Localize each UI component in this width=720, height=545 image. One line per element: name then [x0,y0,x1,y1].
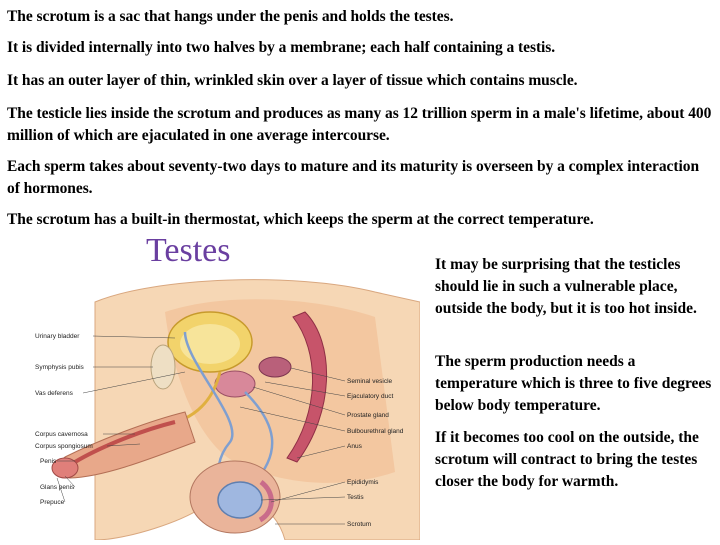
label-scrotum: Scrotum [347,521,372,528]
label-epididymis: Epididymis [347,479,379,486]
paragraph-scrotum-halves: It is divided internally into two halves by a membrane; each half containing a testis. [7,39,556,56]
paragraph-sperm-maturity: Each sperm takes about seventy-two days to mature and its maturity is overseen by a complex interaction of hormones. [7,158,700,197]
label-urinary-bladder: Urinary bladder [35,333,80,340]
label-glans-penis: Glans penis [40,484,75,491]
label-corpus-spongiosum: Corpus spongiosum [35,443,93,450]
label-penis: Penis [40,458,57,465]
left-labels [35,333,93,506]
label-corpus-cavernosa: Corpus cavernosa [35,431,88,438]
paragraph-thermostat: The scrotum has a built-in thermostat, which keeps the sperm at the correct temperature. [7,211,594,228]
label-testis: Testis [347,494,364,501]
label-bulbourethral-gland: Bulbourethral gland [347,428,404,435]
label-seminal-vesicle: Seminal vesicle [347,378,393,385]
side-paragraph-contract: If it becomes too cool on the outside, the scrotum will contract to bring the testes closer the body for warmth. [435,429,699,490]
label-ejaculatory-duct: Ejaculatory duct [347,393,394,400]
label-prostate-gland: Prostate gland [347,412,389,419]
paragraph-sperm-production: The testicle lies inside the scrotum and produces as many as 12 trillion sperm in a male's lifetime, about 400 million of which are ejaculated in one average intercourse. [7,105,712,144]
label-anus: Anus [347,443,362,450]
side-paragraph-temperature: The sperm production needs a temperature which is three to five degrees below body temperature. [435,353,712,414]
label-vas-deferens: Vas deferens [35,390,73,397]
side-paragraph-vulnerable: It may be surprising that the testicles should lie in such a vulnerable place, outside the body, but it is too hot inside. [435,256,697,317]
label-symphysis-pubis: Symphysis pubis [35,364,84,371]
paragraph-scrotum-intro: The scrotum is a sac that hangs under the penis and holds the testes. [7,8,454,25]
testes-heading: Testes [146,232,231,269]
anatomy-diagram [35,272,420,540]
label-prepuce: Prepuce [40,499,65,506]
anatomy-illustration [35,272,420,540]
paragraph-scrotum-layers: It has an outer layer of thin, wrinkled skin over a layer of tissue which contains muscle. [7,72,578,89]
